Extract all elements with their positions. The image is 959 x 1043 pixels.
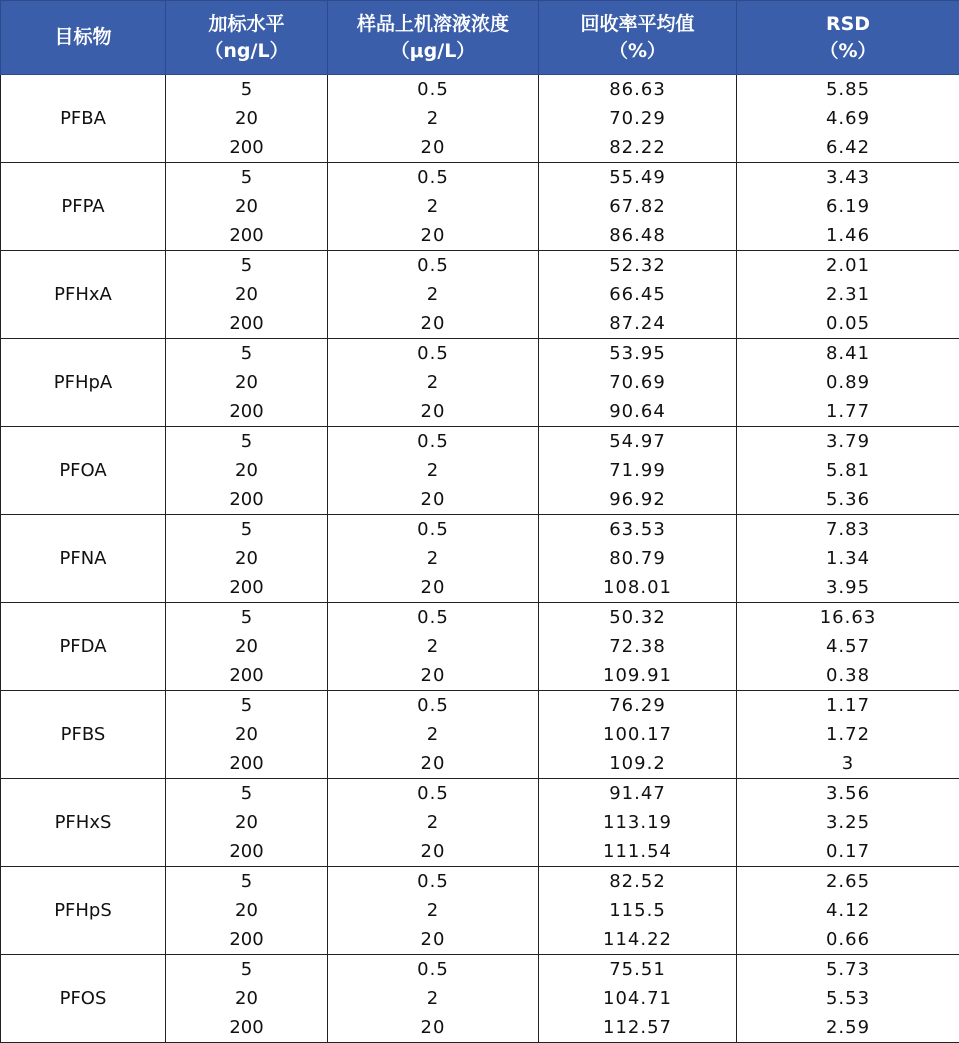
sample-concentration-cell: 20 <box>328 397 539 427</box>
spike-level-cell: 20 <box>166 104 328 133</box>
sample-concentration-cell: 0.5 <box>328 251 539 281</box>
sample-concentration-cell: 2 <box>328 368 539 397</box>
sample-concentration-cell: 0.5 <box>328 515 539 545</box>
sample-concentration-cell: 2 <box>328 632 539 661</box>
spike-level-cell: 20 <box>166 368 328 397</box>
sample-concentration-cell: 2 <box>328 984 539 1013</box>
recovery-cell: 70.29 <box>539 104 737 133</box>
target-cell: PFHxA <box>1 251 166 339</box>
spike-level-cell: 5 <box>166 163 328 193</box>
table-body <box>1 75 959 1043</box>
rsd-cell: 4.12 <box>737 896 959 925</box>
rsd-cell: 1.34 <box>737 544 959 573</box>
rsd-cell: 6.19 <box>737 192 959 221</box>
sample-concentration-cell: 0.5 <box>328 339 539 369</box>
table-row <box>1 955 959 985</box>
sample-concentration-cell: 0.5 <box>328 75 539 105</box>
recovery-cell: 75.51 <box>539 955 737 985</box>
recovery-cell: 54.97 <box>539 427 737 457</box>
table-row <box>1 515 959 545</box>
table-row <box>1 779 959 809</box>
spike-level-cell: 20 <box>166 632 328 661</box>
spike-level-cell: 5 <box>166 691 328 721</box>
spike-level-cell: 200 <box>166 221 328 251</box>
recovery-cell: 67.82 <box>539 192 737 221</box>
header-sample-concentration <box>328 1 539 75</box>
sample-concentration-cell: 20 <box>328 309 539 339</box>
rsd-cell: 1.17 <box>737 691 959 721</box>
rsd-cell: 3.79 <box>737 427 959 457</box>
rsd-cell: 8.41 <box>737 339 959 369</box>
header-spike-level-line1: 加标水平 <box>166 11 327 38</box>
rsd-cell: 0.05 <box>737 309 959 339</box>
rsd-cell: 5.85 <box>737 75 959 105</box>
sample-concentration-cell: 0.5 <box>328 867 539 897</box>
recovery-cell: 86.63 <box>539 75 737 105</box>
rsd-cell: 3.25 <box>737 808 959 837</box>
recovery-cell: 104.71 <box>539 984 737 1013</box>
recovery-cell: 109.2 <box>539 749 737 779</box>
rsd-cell: 5.73 <box>737 955 959 985</box>
table-row <box>1 339 959 369</box>
sample-concentration-cell: 2 <box>328 192 539 221</box>
rsd-cell: 2.31 <box>737 280 959 309</box>
rsd-cell: 3.43 <box>737 163 959 193</box>
header-rsd-line1: RSD <box>737 11 959 38</box>
spike-level-cell: 5 <box>166 955 328 985</box>
target-cell: PFBA <box>1 75 166 163</box>
spike-level-cell: 200 <box>166 749 328 779</box>
recovery-cell: 86.48 <box>539 221 737 251</box>
recovery-cell: 53.95 <box>539 339 737 369</box>
table-row <box>1 75 959 105</box>
sample-concentration-cell: 20 <box>328 221 539 251</box>
recovery-cell: 115.5 <box>539 896 737 925</box>
recovery-cell: 76.29 <box>539 691 737 721</box>
sample-concentration-cell: 0.5 <box>328 603 539 633</box>
recovery-cell: 82.52 <box>539 867 737 897</box>
recovery-cell: 96.92 <box>539 485 737 515</box>
spike-level-cell: 200 <box>166 397 328 427</box>
rsd-cell: 5.81 <box>737 456 959 485</box>
spike-level-cell: 5 <box>166 339 328 369</box>
spike-level-cell: 200 <box>166 309 328 339</box>
header-recovery <box>539 1 737 75</box>
spike-level-cell: 20 <box>166 984 328 1013</box>
rsd-cell: 5.36 <box>737 485 959 515</box>
recovery-cell: 108.01 <box>539 573 737 603</box>
sample-concentration-cell: 0.5 <box>328 779 539 809</box>
sample-concentration-cell: 20 <box>328 925 539 955</box>
rsd-cell: 7.83 <box>737 515 959 545</box>
recovery-cell: 52.32 <box>539 251 737 281</box>
sample-concentration-cell: 0.5 <box>328 955 539 985</box>
rsd-cell: 6.42 <box>737 133 959 163</box>
spike-level-cell: 20 <box>166 544 328 573</box>
sample-concentration-cell: 2 <box>328 720 539 749</box>
sample-concentration-cell: 20 <box>328 485 539 515</box>
recovery-cell: 90.64 <box>539 397 737 427</box>
spike-level-cell: 20 <box>166 192 328 221</box>
recovery-cell: 72.38 <box>539 632 737 661</box>
target-cell: PFHpS <box>1 867 166 955</box>
recovery-cell: 113.19 <box>539 808 737 837</box>
table-row <box>1 163 959 193</box>
sample-concentration-cell: 2 <box>328 280 539 309</box>
header-recovery-line1: 回收率平均值 <box>539 11 736 38</box>
sample-concentration-cell: 20 <box>328 1013 539 1043</box>
recovery-cell: 112.57 <box>539 1013 737 1043</box>
target-cell: PFOA <box>1 427 166 515</box>
header-rsd-line2: （%） <box>737 38 959 65</box>
sample-concentration-cell: 2 <box>328 808 539 837</box>
rsd-cell: 0.38 <box>737 661 959 691</box>
spike-level-cell: 200 <box>166 1013 328 1043</box>
rsd-cell: 1.72 <box>737 720 959 749</box>
spike-level-cell: 20 <box>166 280 328 309</box>
rsd-cell: 3 <box>737 749 959 779</box>
recovery-cell: 114.22 <box>539 925 737 955</box>
spike-level-cell: 20 <box>166 896 328 925</box>
recovery-cell: 91.47 <box>539 779 737 809</box>
target-cell: PFNA <box>1 515 166 603</box>
spike-level-cell: 200 <box>166 573 328 603</box>
target-cell: PFPA <box>1 163 166 251</box>
recovery-cell: 55.49 <box>539 163 737 193</box>
rsd-cell: 5.53 <box>737 984 959 1013</box>
sample-concentration-cell: 2 <box>328 456 539 485</box>
rsd-cell: 0.89 <box>737 368 959 397</box>
sample-concentration-cell: 0.5 <box>328 163 539 193</box>
spike-level-cell: 20 <box>166 720 328 749</box>
sample-concentration-cell: 20 <box>328 661 539 691</box>
spike-level-cell: 200 <box>166 661 328 691</box>
rsd-cell: 0.66 <box>737 925 959 955</box>
sample-concentration-cell: 20 <box>328 573 539 603</box>
sample-concentration-cell: 20 <box>328 837 539 867</box>
spike-level-cell: 5 <box>166 427 328 457</box>
spike-level-cell: 200 <box>166 133 328 163</box>
rsd-cell: 3.56 <box>737 779 959 809</box>
recovery-cell: 109.91 <box>539 661 737 691</box>
table-row <box>1 603 959 633</box>
header-rsd <box>737 1 959 75</box>
sample-concentration-cell: 0.5 <box>328 691 539 721</box>
header-row <box>1 1 959 75</box>
rsd-cell: 1.77 <box>737 397 959 427</box>
recovery-cell: 87.24 <box>539 309 737 339</box>
spike-level-cell: 5 <box>166 603 328 633</box>
recovery-cell: 50.32 <box>539 603 737 633</box>
recovery-cell: 63.53 <box>539 515 737 545</box>
table-row <box>1 867 959 897</box>
sample-concentration-cell: 20 <box>328 749 539 779</box>
spike-level-cell: 5 <box>166 75 328 105</box>
recovery-cell: 70.69 <box>539 368 737 397</box>
sample-concentration-cell: 2 <box>328 896 539 925</box>
rsd-cell: 4.69 <box>737 104 959 133</box>
table-row <box>1 691 959 721</box>
header-spike-level <box>166 1 328 75</box>
spike-level-cell: 5 <box>166 515 328 545</box>
rsd-cell: 16.63 <box>737 603 959 633</box>
rsd-cell: 1.46 <box>737 221 959 251</box>
spike-level-cell: 5 <box>166 867 328 897</box>
recovery-cell: 100.17 <box>539 720 737 749</box>
table-row <box>1 427 959 457</box>
rsd-cell: 3.95 <box>737 573 959 603</box>
spike-level-cell: 5 <box>166 779 328 809</box>
target-cell: PFOS <box>1 955 166 1043</box>
target-cell: PFDA <box>1 603 166 691</box>
rsd-cell: 2.01 <box>737 251 959 281</box>
sample-concentration-cell: 20 <box>328 133 539 163</box>
recovery-cell: 82.22 <box>539 133 737 163</box>
header-sample-concentration-line2: （μg/L） <box>328 38 538 65</box>
header-spike-level-line2: （ng/L） <box>166 38 327 65</box>
header-sample-concentration-line1: 样品上机溶液浓度 <box>328 11 538 38</box>
sample-concentration-cell: 2 <box>328 104 539 133</box>
header-recovery-line2: （%） <box>539 38 736 65</box>
spike-level-cell: 20 <box>166 808 328 837</box>
target-cell: PFHpA <box>1 339 166 427</box>
spike-level-cell: 200 <box>166 485 328 515</box>
sample-concentration-cell: 2 <box>328 544 539 573</box>
table-header <box>1 1 959 75</box>
rsd-cell: 0.17 <box>737 837 959 867</box>
table-row <box>1 251 959 281</box>
rsd-cell: 4.57 <box>737 632 959 661</box>
spike-level-cell: 200 <box>166 837 328 867</box>
spike-level-cell: 200 <box>166 925 328 955</box>
rsd-cell: 2.65 <box>737 867 959 897</box>
target-cell: PFBS <box>1 691 166 779</box>
target-cell: PFHxS <box>1 779 166 867</box>
rsd-cell: 2.59 <box>737 1013 959 1043</box>
spike-level-cell: 5 <box>166 251 328 281</box>
recovery-cell: 71.99 <box>539 456 737 485</box>
recovery-cell: 111.54 <box>539 837 737 867</box>
recovery-cell: 80.79 <box>539 544 737 573</box>
header-target: 目标物 <box>1 1 166 75</box>
spike-level-cell: 20 <box>166 456 328 485</box>
sample-concentration-cell: 0.5 <box>328 427 539 457</box>
recovery-cell: 66.45 <box>539 280 737 309</box>
